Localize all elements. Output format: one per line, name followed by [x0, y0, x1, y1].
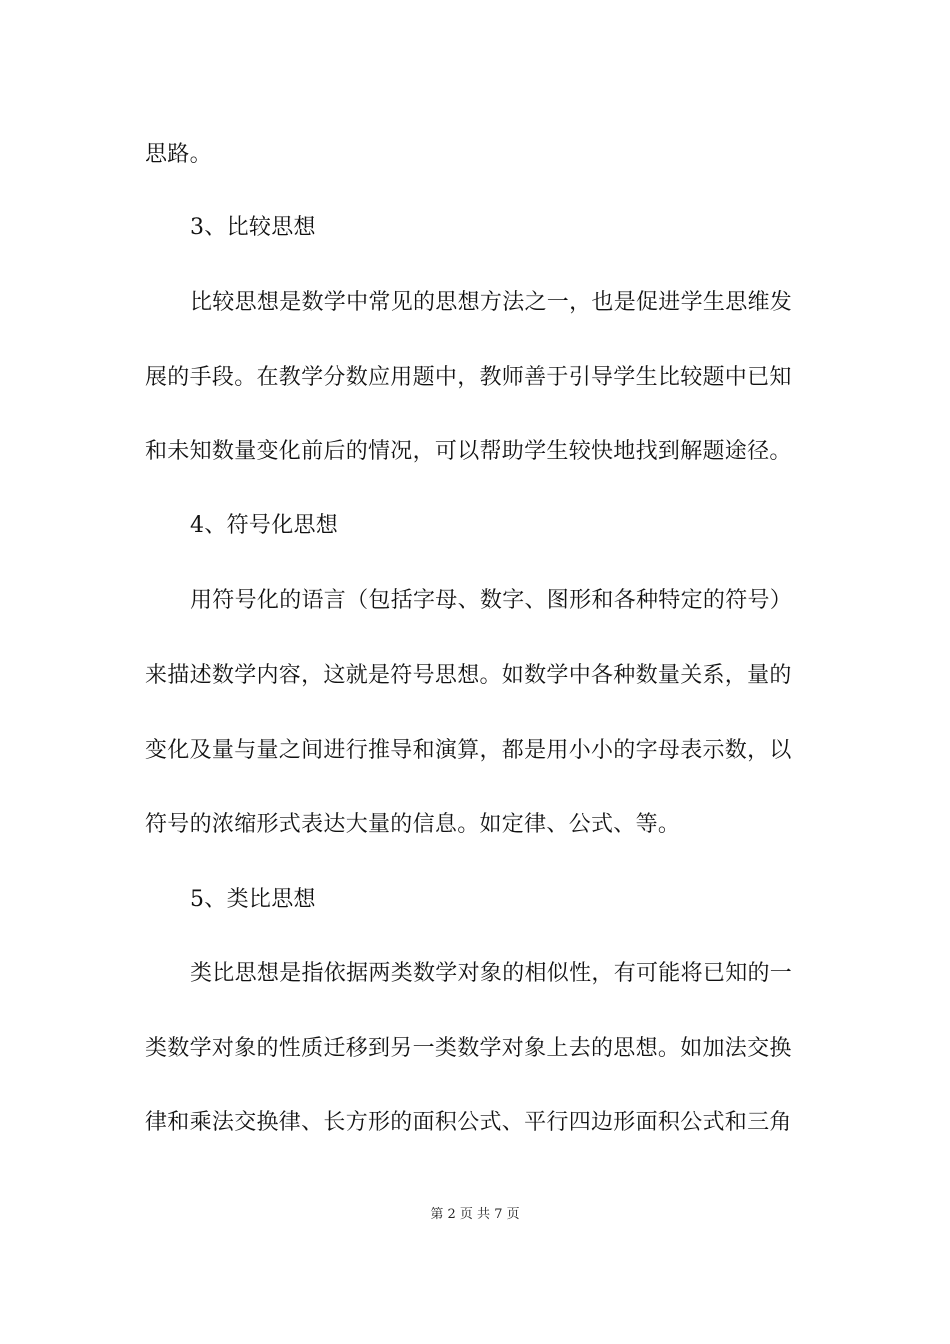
- text-line: 符号的浓缩形式表达大量的信息。如定律、公式、等。: [145, 812, 681, 837]
- page-number-label: 第 2 页 共 7 页: [430, 1207, 520, 1222]
- paragraph-first-line: 比较思想是数学中常见的思想方法之一，也是促进学生思维发: [190, 290, 793, 315]
- paragraph-first-line: 用符号化的语言（包括字母、数字、图形和各种特定的符号）: [190, 588, 793, 613]
- text-line: 和未知数量变化前后的情况，可以帮助学生较快地找到解题途径。: [145, 439, 792, 464]
- text-line: 思路。: [145, 142, 212, 167]
- paragraph-first-line: 类比思想是指依据两类数学对象的相似性，有可能将已知的一: [190, 961, 793, 986]
- text-line: 展的手段。在教学分数应用题中，教师善于引导学生比较题中已知: [145, 365, 792, 390]
- page-footer: [0, 1206, 950, 1224]
- section-heading: 4、符号化思想: [190, 513, 339, 538]
- section-heading: 5、类比思想: [190, 887, 316, 912]
- text-line: 类数学对象的性质迁移到另一类数学对象上去的思想。如加法交换: [145, 1036, 792, 1061]
- text-line: 来描述数学内容，这就是符号思想。如数学中各种数量关系，量的: [145, 663, 792, 688]
- section-heading: 3、比较思想: [190, 215, 316, 240]
- text-line: 律和乘法交换律、长方形的面积公式、平行四边形面积公式和三角: [145, 1110, 792, 1135]
- text-line: 变化及量与量之间进行推导和演算，都是用小小的字母表示数，以: [145, 738, 792, 763]
